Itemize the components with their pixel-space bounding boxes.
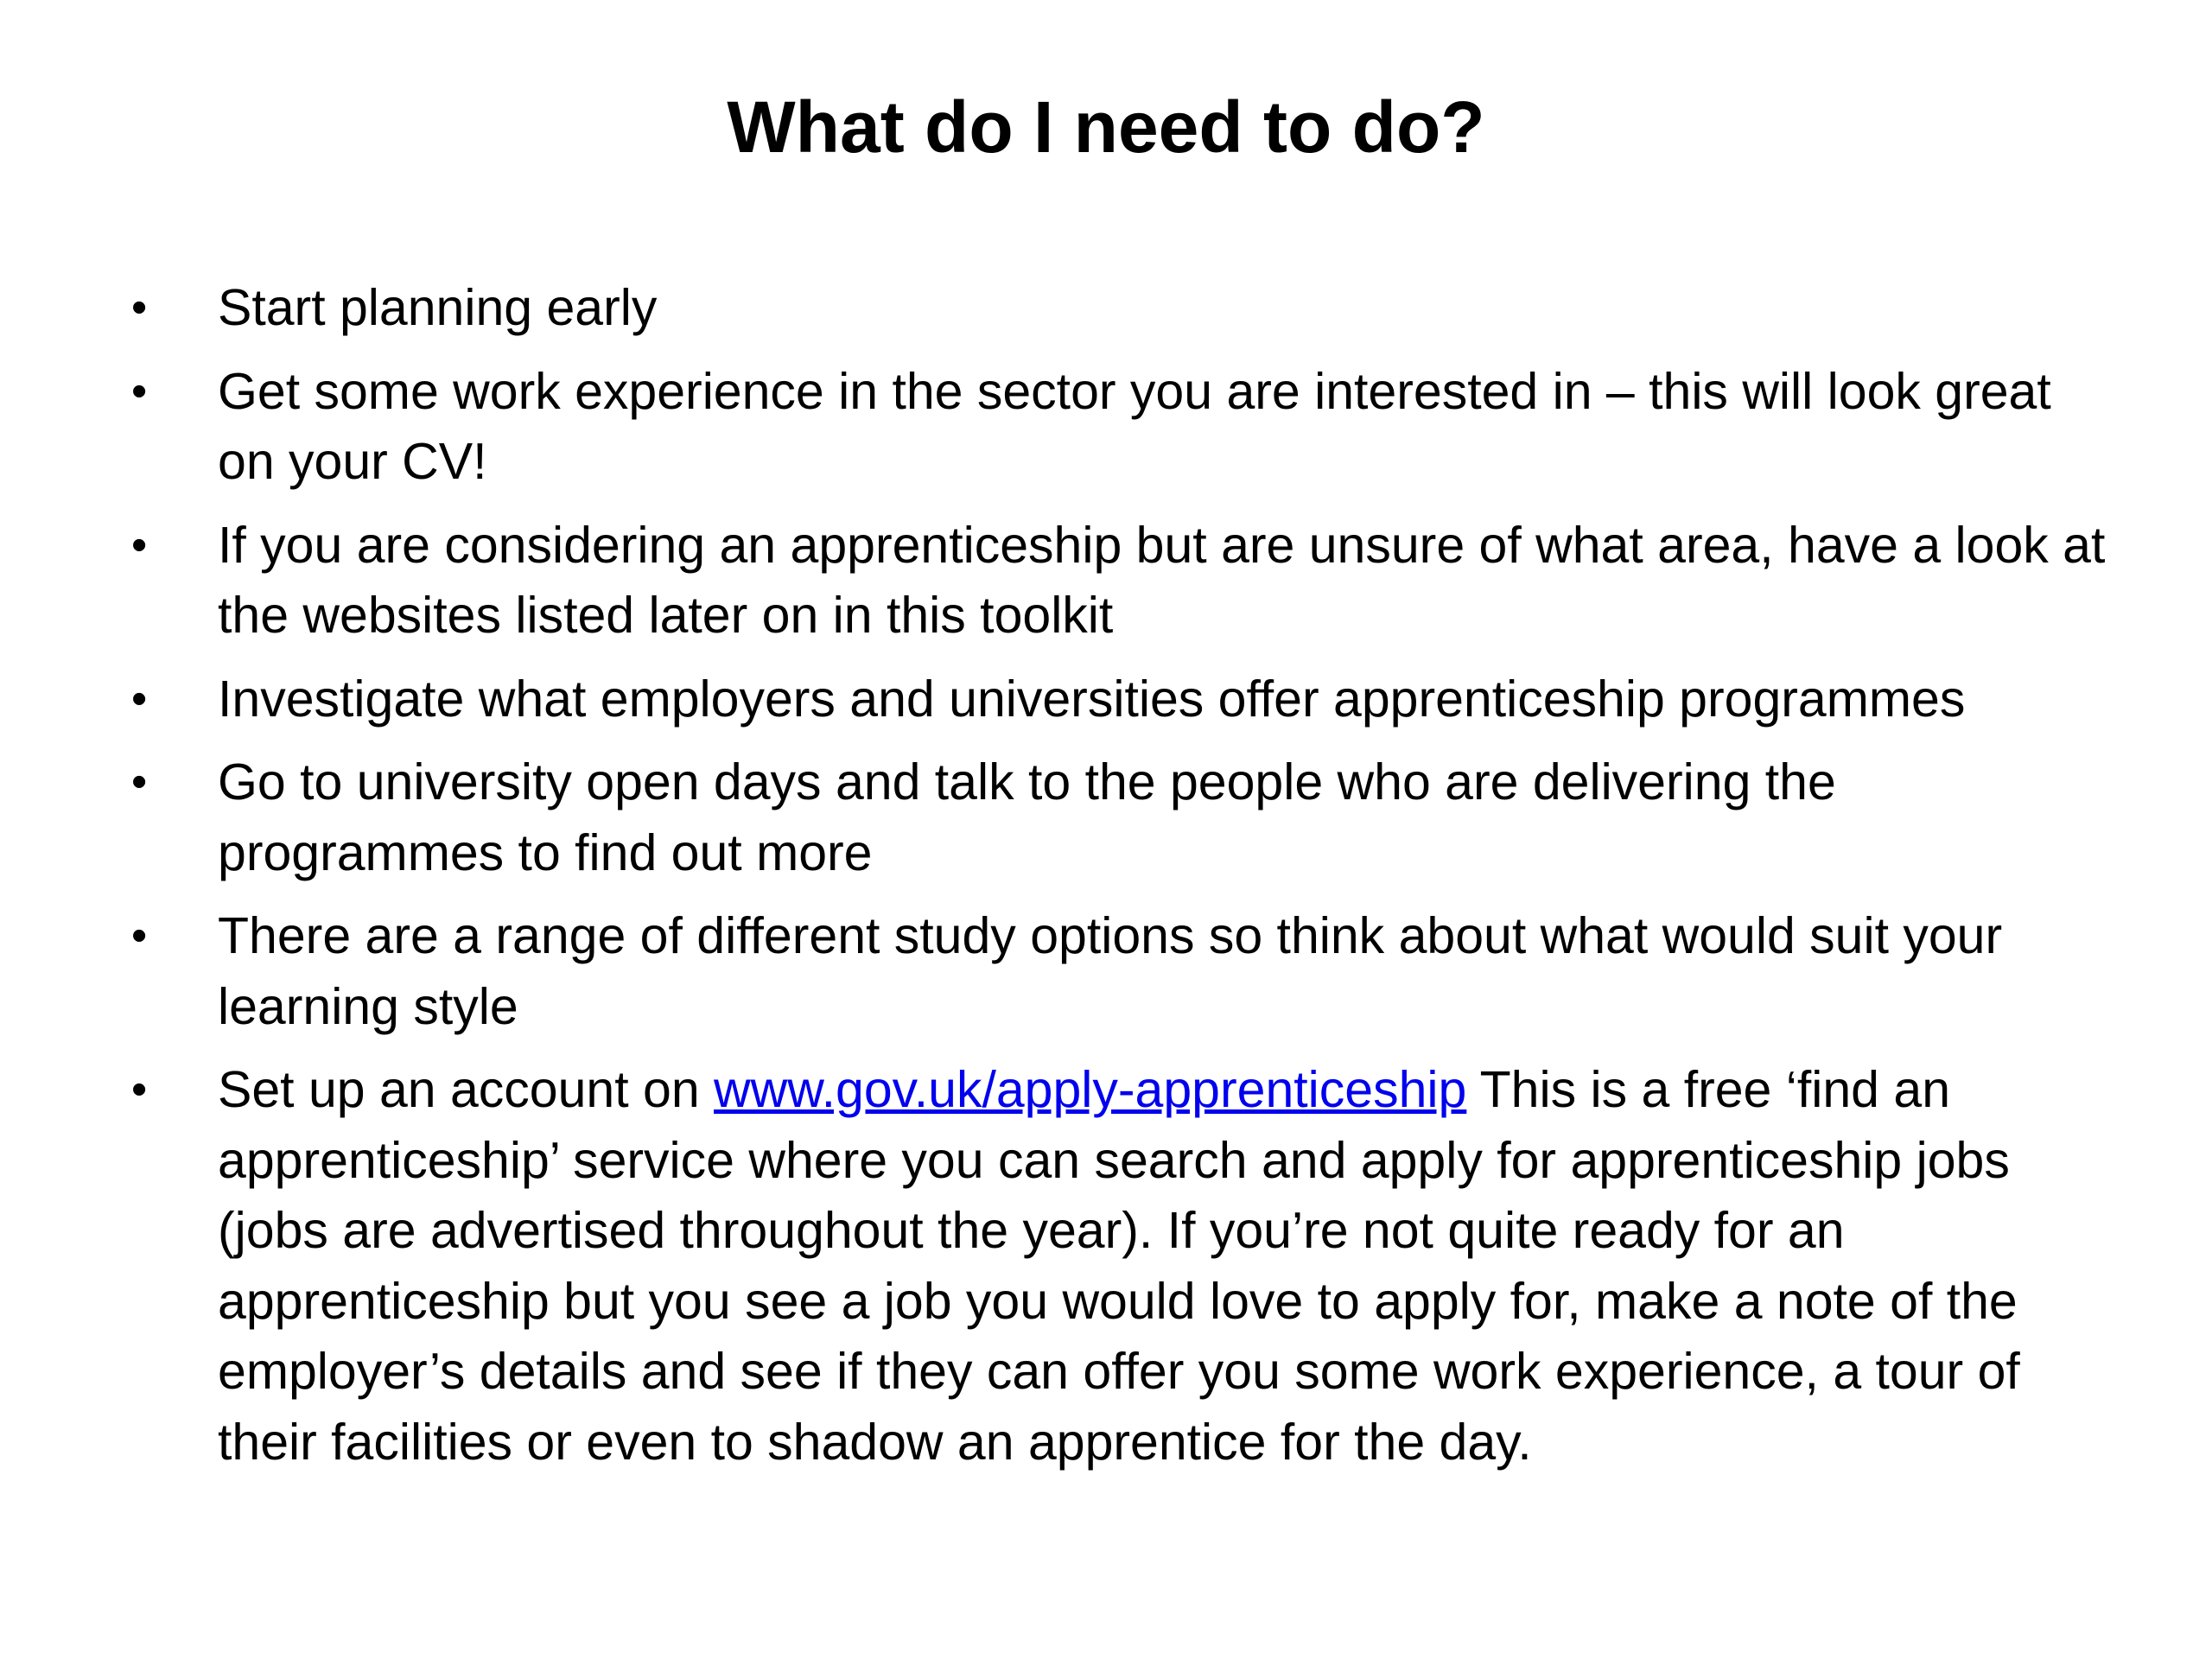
bullet-icon: •: [131, 283, 148, 333]
bullet-icon: •: [131, 673, 148, 724]
bullet-icon: •: [131, 519, 148, 570]
list-item: [131, 357, 2119, 498]
bullet-text: Start planning early: [218, 279, 658, 336]
bullet-icon: •: [131, 911, 148, 961]
bullet-text-suffix: This is a free ‘find an apprenticeship’ service where you can search and apply for apprenticeship jobs (jobs are advertised throughout the year). If you’re not quite ready for an apprenticeship but you see a job you would love to apply for, make a note of the employer’s details and see if they can offer you some work experience, a tour of their facilities or even to shadow an apprentice for the day.: [218, 1061, 2020, 1471]
list-item: [131, 747, 2119, 888]
bullet-text: There are a range of different study options so think about what would suit your learning style: [218, 907, 2003, 1035]
slide-title: What do I need to do?: [727, 86, 1485, 168]
bullet-text: Investigate what employers and universities offer apprenticeship programmes: [218, 670, 1966, 728]
bullet-list: [131, 273, 2119, 1491]
bullet-text: If you are considering an apprenticeship but are unsure of what area, have a look at the websites listed later on in this toolkit: [218, 516, 2106, 644]
list-item: [131, 664, 2119, 735]
apply-apprenticeship-link[interactable]: www.gov.uk/apply-apprenticeship: [714, 1061, 1467, 1118]
bullet-icon: •: [131, 757, 148, 807]
bullet-icon: •: [131, 365, 148, 416]
bullet-text: Go to university open days and talk to the people who are delivering the programmes to find out more: [218, 753, 1836, 881]
list-item: [131, 901, 2119, 1042]
bullet-icon: •: [131, 1065, 148, 1115]
bullet-text-prefix: Set up an account on: [218, 1061, 715, 1118]
list-item: [131, 1055, 2119, 1478]
bullet-text: Get some work experience in the sector you are interested in – this will look great on your CV!: [218, 362, 2051, 490]
list-item: [131, 273, 2119, 344]
list-item: [131, 511, 2119, 652]
